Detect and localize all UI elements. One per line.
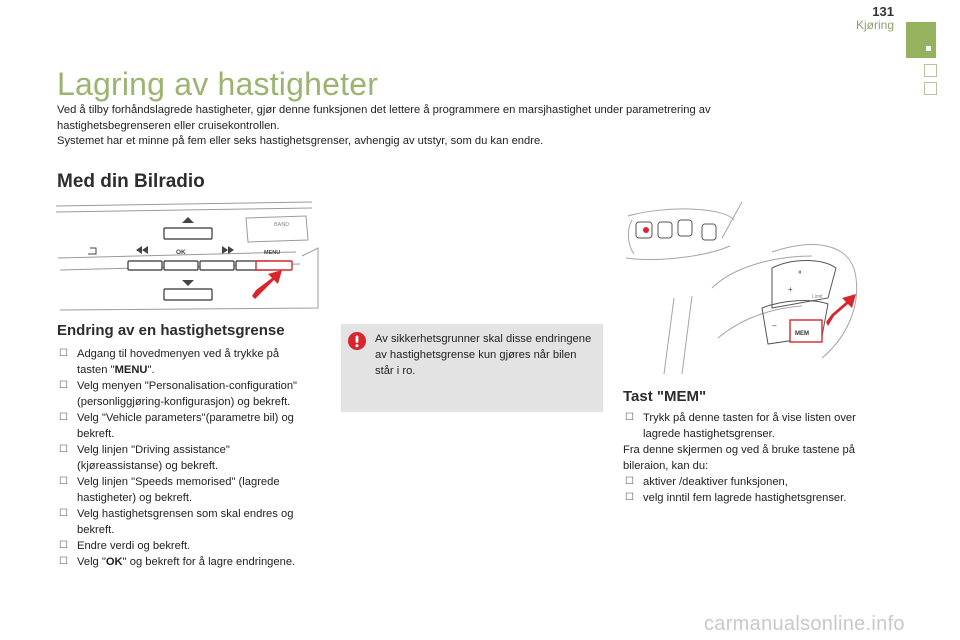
band-label: BAND	[274, 222, 290, 228]
mem-label: MEM	[795, 331, 809, 337]
bullet-icon: ☐	[59, 556, 68, 567]
plus-label: +	[788, 285, 793, 294]
list-item: ☐ Velg linjen "Driving assistance" (kjøreassistanse) og bekreft.	[59, 444, 230, 472]
page-number: 131	[872, 4, 894, 19]
menu-label: MENU	[264, 250, 281, 256]
page-title: Lagring av hastigheter	[57, 66, 379, 102]
list-item: ☐ Velg hastighetsgrensen som skal endres og bekreft.	[59, 508, 294, 536]
bullet-icon: ☐	[625, 492, 634, 503]
bullet-icon: ☐	[59, 508, 68, 519]
intro-paragraph: Systemet har et minne på fem eller seks hastighetsgrenser, avhengig av utstyr, som du kan endre.	[57, 135, 544, 147]
exclamation-icon	[348, 332, 366, 350]
chapter-tab-empty	[924, 82, 937, 95]
bullet-icon: ☐	[625, 476, 634, 487]
mem-heading: Tast "MEM"	[623, 388, 707, 405]
change-heading: Endring av en hastighetsgrense	[57, 322, 285, 339]
mem-content	[623, 410, 885, 506]
list-item: ☐ Endre verdi og bekreft.	[59, 540, 191, 552]
intro-text	[57, 103, 797, 150]
ok-label: OK	[176, 249, 186, 256]
bullet-icon: ☐	[59, 540, 68, 551]
chapter-tab	[906, 22, 936, 58]
bullet-icon: ☐	[59, 476, 68, 487]
list-item: ☐ Adgang til hovedmenyen ved å trykke på tasten "MENU".	[59, 348, 280, 376]
list-item: ☐ Velg menyen "Personalisation-configuration" (personliggjøring-konfigurasjon) og bekreft.	[59, 380, 298, 408]
mem-options-list	[623, 474, 885, 506]
change-steps-list	[57, 346, 311, 570]
list-item: ☐ Trykk på denne tasten for å vise listen over lagrede hastighetsgrenser.	[625, 412, 856, 440]
mem-paragraph: Fra denne skjermen og ved å bruke tastene på bileraion, kan du:	[623, 444, 855, 472]
list-item: ☐ velg inntil fem lagrede hastighetsgrenser.	[625, 492, 847, 504]
watermark: carmanualsonline.info	[704, 613, 905, 635]
chapter-tab-empty	[924, 64, 937, 77]
list-item: ☐ aktiver /deaktiver funksjonen,	[625, 476, 788, 488]
section-heading: Med din Bilradio	[57, 171, 205, 192]
radio-panel-illustration	[56, 198, 320, 312]
bullet-icon: ☐	[59, 444, 68, 455]
list-item: ☐ Velg linjen "Speeds memorised" (lagrede hastigheter) og bekreft.	[59, 476, 280, 504]
warning-box	[341, 324, 603, 412]
steering-wheel-illustration	[622, 198, 868, 374]
bullet-icon: ☐	[625, 412, 634, 423]
list-item: ☐ Velg "Vehicle parameters"(parametre bil) og bekreft.	[59, 412, 294, 440]
red-arrow-icon	[252, 270, 282, 299]
mem-steps-list	[623, 410, 885, 442]
intro-paragraph: Ved å tilby forhåndslagrede hastigheter, gjør denne funksjonen det lettere å programmere en marsjhastighet under parametrering av hastighetsbegrenseren eller cruisekontrollen.	[57, 104, 711, 132]
red-arrow-icon	[826, 294, 856, 326]
bullet-icon: ☐	[59, 380, 68, 391]
chapter-label: Kjøring	[855, 18, 894, 32]
limit-label: Limit	[812, 294, 823, 300]
bullet-icon: ☐	[59, 348, 68, 359]
list-item: ☐ Velg "OK" og bekreft for å lagre endringene.	[59, 556, 296, 568]
minus-label: –	[772, 321, 777, 330]
svg-text:⏸: ⏸	[798, 269, 802, 276]
warning-text: Av sikkerhetsgrunner skal disse endringene av hastighetsgrense kun gjøres når bilen står i ro.	[375, 333, 592, 377]
bullet-icon: ☐	[59, 412, 68, 423]
